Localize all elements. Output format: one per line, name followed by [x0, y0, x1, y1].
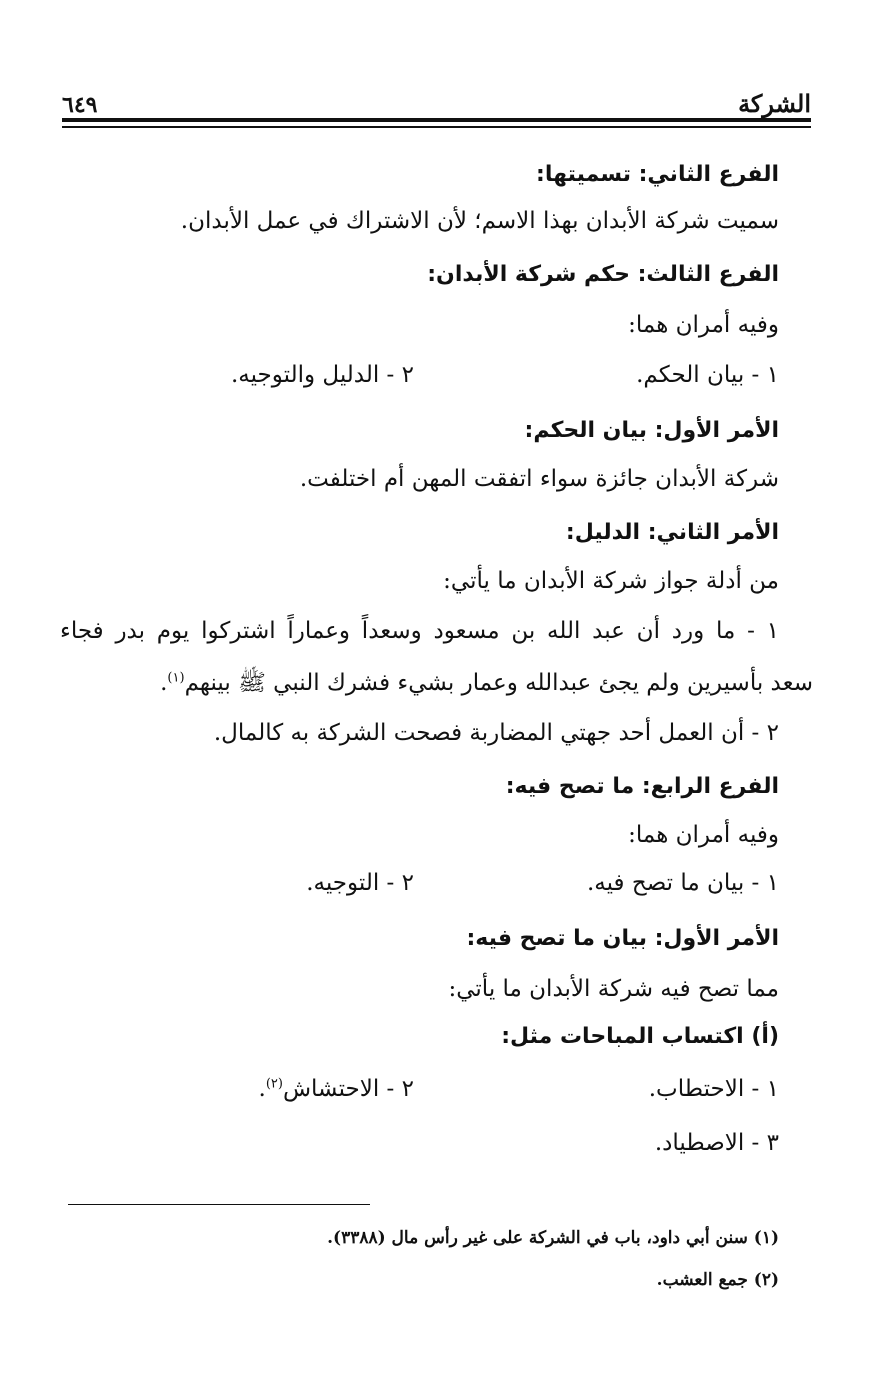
paragraph-two-matters-2: وفيه أمران هما: — [628, 822, 779, 848]
evidence-1-text: سعد بأسيرين ولم يجئ عبدالله وعمار بشيء فشرك النبي ﷺ بينهم — [184, 670, 813, 696]
footnote-2: (٢) جمع العشب. — [656, 1270, 779, 1290]
list-item: ١ - الاحتطاب. — [648, 1076, 779, 1102]
running-title: الشركة — [738, 89, 811, 118]
header-rule-thin — [62, 126, 811, 128]
paragraph-ruling: شركة الأبدان جائزة سواء اتفقت المهن أم اختلفت. — [299, 466, 779, 492]
list-matters-1 — [159, 362, 779, 392]
page-number: ٦٤٩ — [62, 92, 98, 118]
paragraph-two-matters-1: وفيه أمران هما: — [628, 312, 779, 338]
paragraph-evidence-1-line-1: ١ - ما ورد أن عبد الله بن مسعود وسعداً وعماراً اشتركوا يوم بدر فجاء — [60, 618, 779, 644]
heading-permissibles: (أ) اكتساب المباحات مثل: — [501, 1024, 779, 1049]
heading-branch-3: الفرع الثالث: حكم شركة الأبدان: — [427, 262, 779, 287]
list-item: ٢ - الدليل والتوجيه. — [230, 362, 414, 388]
footnote-ref-2: (٢) — [265, 1076, 283, 1092]
list-matters-2 — [159, 870, 779, 900]
period: . — [160, 670, 168, 696]
paragraph-evidence-intro: من أدلة جواز شركة الأبدان ما يأتي: — [443, 568, 779, 594]
paragraph-naming: سميت شركة الأبدان بهذا الاسم؛ لأن الاشتراك في عمل الأبدان. — [180, 208, 779, 234]
heading-branch-2: الفرع الثاني: تسميتها: — [536, 162, 779, 187]
list-item: ١ - بيان ما تصح فيه. — [586, 870, 779, 896]
footnote-separator — [68, 1204, 370, 1205]
footnote-1: (١) سنن أبي داود، باب في الشركة على غير رأس مال (٣٣٨٨). — [327, 1228, 779, 1248]
list-item — [259, 1076, 414, 1102]
list-item-text: ٢ - الاحتشاش — [282, 1076, 414, 1102]
header-rule-thick — [62, 118, 811, 122]
running-header — [62, 78, 811, 118]
paragraph-valid-intro: مما تصح فيه شركة الأبدان ما يأتي: — [448, 976, 779, 1002]
heading-matter-1: الأمر الأول: بيان الحكم: — [524, 418, 779, 443]
list-item: ٣ - الاصطياد. — [654, 1130, 779, 1156]
period: . — [258, 1076, 266, 1102]
footnote-ref-1: (١) — [167, 670, 185, 686]
list-item: ٢ - التوجيه. — [306, 870, 414, 896]
list-permissibles — [159, 1076, 779, 1106]
heading-matter-2: الأمر الثاني: الدليل: — [565, 520, 779, 545]
heading-matter-1b: الأمر الأول: بيان ما تصح فيه: — [466, 926, 779, 951]
paragraph-evidence-2: ٢ - أن العمل أحد جهتي المضاربة فصحت الشركة به كالمال. — [213, 720, 779, 746]
paragraph-evidence-1-line-2 — [60, 670, 813, 698]
list-permissibles-cont — [159, 1130, 779, 1160]
list-item: ١ - بيان الحكم. — [636, 362, 779, 388]
heading-branch-4: الفرع الرابع: ما تصح فيه: — [505, 774, 779, 799]
